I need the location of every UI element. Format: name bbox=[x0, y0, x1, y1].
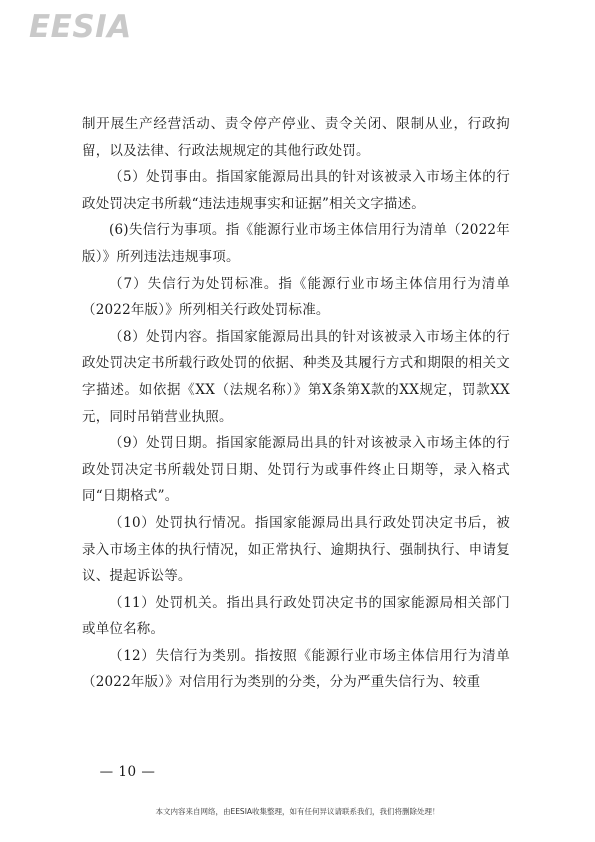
page-number bbox=[0, 764, 595, 780]
paragraph-2: （5）处罚事由。指国家能源局出具的针对该被录入市场主体的行政处罚决定书所载“违法违规事实和证据”相关文字描述。 bbox=[82, 169, 510, 212]
paragraph-3: (6)失信行为事项。指《能源行业市场主体信用行为清单（2022年版）》所列违法违规事项。 bbox=[82, 222, 510, 265]
paragraph-6: （9）处罚日期。指国家能源局出具的针对该被录入市场主体的行政处罚决定书所载处罚日期、处罚行为或事件终止日期等，录入格式同“日期格式”。 bbox=[82, 435, 510, 505]
footer-disclaimer: 本文内容来自网络，由EESIA收集整理，如有任何异议请联系我们，我们将删除处理！ bbox=[155, 807, 440, 816]
paragraph-4: （7）失信行为处罚标准。指《能源行业市场主体信用行为清单（2022年版）》所列相关行政处罚标准。 bbox=[82, 275, 510, 319]
paragraph-7: （10）处罚执行情况。指国家能源局出具行政处罚决定书后，被录入市场主体的执行情况，如正常执行、逾期执行、强制执行、申请复议、提起诉讼等。 bbox=[82, 514, 510, 585]
paragraph-8: （11）处罚机关。指出具行政处罚决定书的国家能源局相关部门或单位名称。 bbox=[82, 594, 510, 638]
paragraph-5: （8）处罚内容。指国家能源局出具的针对该被录入市场主体的行政处罚决定书所载行政处罚的依据、种类及其履行方式和期限的相关文字描述。如依据《XX（法规名称）》第X条第X款的XX规定，罚款XX元，同时吊销营业执照。 bbox=[82, 328, 510, 425]
eesia-logo: EESIA bbox=[29, 9, 132, 45]
document-body bbox=[82, 111, 510, 696]
page-number-text: — 10 — bbox=[99, 764, 156, 780]
paragraph-1: 制开展生产经营活动、责令停产停业、责令关闭、限制从业，行政拘留，以及法律、行政法规规定的其他行政处罚。 bbox=[82, 116, 510, 159]
paragraph-9: （12）失信行为类别。指按照《能源行业市场主体信用行为清单（2022年版）》对信用行为类别的分类，分为严重失信行为、较重 bbox=[82, 647, 510, 691]
